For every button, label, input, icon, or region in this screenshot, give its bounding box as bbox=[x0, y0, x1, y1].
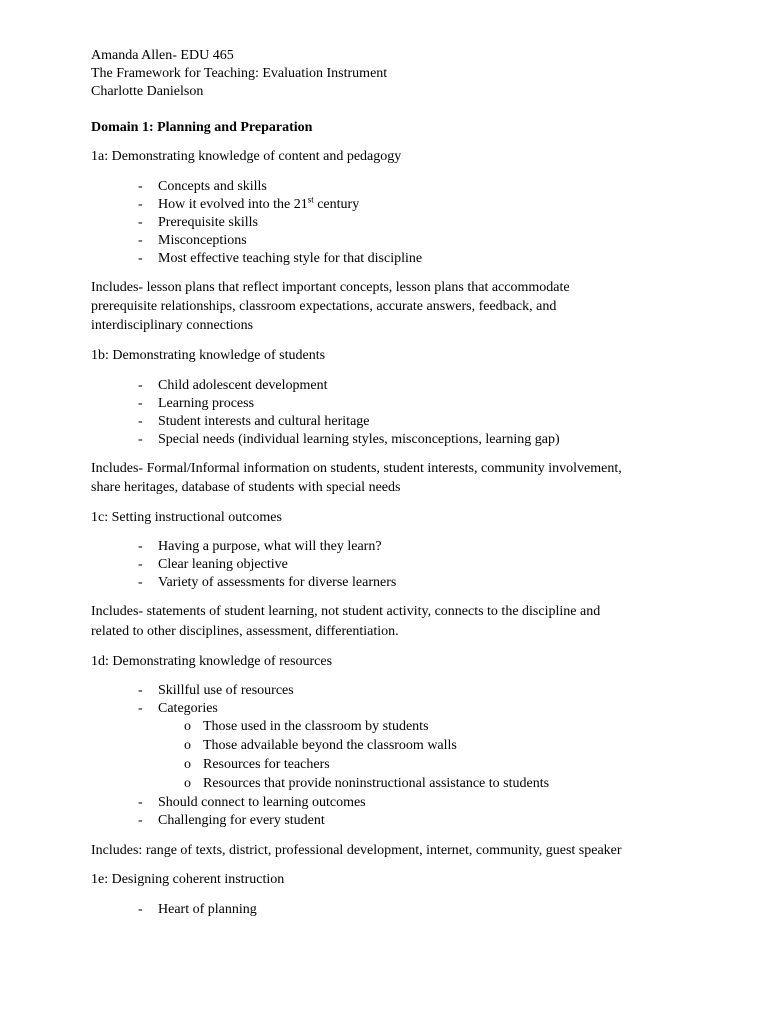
includes-line: Includes- statements of student learning, not student activity, connects to the discipline and bbox=[91, 604, 601, 619]
bullet-dash: - bbox=[138, 701, 143, 716]
bullet-item: Heart of planning bbox=[158, 902, 257, 917]
bullet-text-part: century bbox=[313, 197, 360, 212]
sub-bullet-mark: o bbox=[184, 776, 191, 791]
bullet-dash: - bbox=[138, 795, 143, 810]
bullet-item: Child adolescent development bbox=[158, 378, 328, 393]
bullet-dash: - bbox=[138, 396, 143, 411]
bullet-item: Clear leaning objective bbox=[158, 557, 288, 572]
bullet-dash: - bbox=[138, 215, 143, 230]
sub-bullet-mark: o bbox=[184, 738, 191, 753]
bullet-item: Having a purpose, what will they learn? bbox=[158, 539, 382, 554]
bullet-dash: - bbox=[138, 539, 143, 554]
includes-line: Includes- lesson plans that reflect important concepts, lesson plans that accommodate bbox=[91, 280, 570, 295]
domain-heading: Domain 1: Planning and Preparation bbox=[91, 120, 313, 135]
bullet-dash: - bbox=[138, 432, 143, 447]
sub-bullet-mark: o bbox=[184, 719, 191, 734]
includes-line: related to other disciplines, assessment, differentiation. bbox=[91, 624, 399, 639]
bullet-item: Prerequisite skills bbox=[158, 215, 258, 230]
sub-bullet-item: Those advailable beyond the classroom walls bbox=[203, 738, 457, 753]
section-1a-heading: 1a: Demonstrating knowledge of content and pedagogy bbox=[91, 149, 402, 164]
bullet-dash: - bbox=[138, 414, 143, 429]
includes-line: Includes- Formal/Informal information on students, student interests, community involvement, bbox=[91, 461, 622, 476]
sub-bullet-item: Resources that provide noninstructional assistance to students bbox=[203, 776, 550, 791]
bullet-dash: - bbox=[138, 179, 143, 194]
section-1d-heading: 1d: Demonstrating knowledge of resources bbox=[91, 654, 333, 669]
bullet-dash: - bbox=[138, 813, 143, 828]
bullet-item: Concepts and skills bbox=[158, 179, 267, 194]
sub-bullet-item: Resources for teachers bbox=[203, 757, 330, 772]
section-1e-heading: 1e: Designing coherent instruction bbox=[91, 872, 285, 887]
bullet-item: Should connect to learning outcomes bbox=[158, 795, 366, 810]
bullet-dash: - bbox=[138, 378, 143, 393]
includes-line: share heritages, database of students with special needs bbox=[91, 480, 401, 495]
bullet-item: Challenging for every student bbox=[158, 813, 325, 828]
section-1b-heading: 1b: Demonstrating knowledge of students bbox=[91, 348, 326, 363]
bullet-item: Misconceptions bbox=[158, 233, 247, 248]
bullet-dash: - bbox=[138, 575, 143, 590]
bullet-item: Variety of assessments for diverse learners bbox=[158, 575, 397, 590]
bullet-text-part: How it evolved into the 21 bbox=[158, 197, 308, 212]
author-line: Amanda Allen- EDU 465 bbox=[91, 48, 234, 63]
bullet-dash: - bbox=[138, 197, 143, 212]
bullet-item: Student interests and cultural heritage bbox=[158, 414, 370, 429]
sub-bullet-mark: o bbox=[184, 757, 191, 772]
section-1c-heading: 1c: Setting instructional outcomes bbox=[91, 510, 282, 525]
superscript-st: st bbox=[307, 194, 314, 205]
bullet-item: Special needs (individual learning styles, misconceptions, learning gap) bbox=[158, 432, 560, 447]
bullet-dash: - bbox=[138, 557, 143, 572]
bullet-dash: - bbox=[138, 902, 143, 917]
bullet-item bbox=[158, 196, 359, 214]
includes-line: interdisciplinary connections bbox=[91, 318, 254, 333]
bullet-dash: - bbox=[138, 683, 143, 698]
bullet-item: Learning process bbox=[158, 396, 255, 411]
includes-line: Includes: range of texts, district, professional development, internet, community, guest speaker bbox=[91, 843, 622, 858]
bullet-dash: - bbox=[138, 251, 143, 266]
bullet-item: Most effective teaching style for that discipline bbox=[158, 251, 423, 266]
includes-line: prerequisite relationships, classroom expectations, accurate answers, feedback, and bbox=[91, 299, 557, 314]
bullet-dash: - bbox=[138, 233, 143, 248]
author-name: Charlotte Danielson bbox=[91, 84, 204, 99]
sub-bullet-item: Those used in the classroom by students bbox=[203, 719, 429, 734]
bullet-item: Categories bbox=[158, 701, 218, 716]
document-title: The Framework for Teaching: Evaluation Instrument bbox=[91, 66, 388, 81]
bullet-item: Skillful use of resources bbox=[158, 683, 294, 698]
